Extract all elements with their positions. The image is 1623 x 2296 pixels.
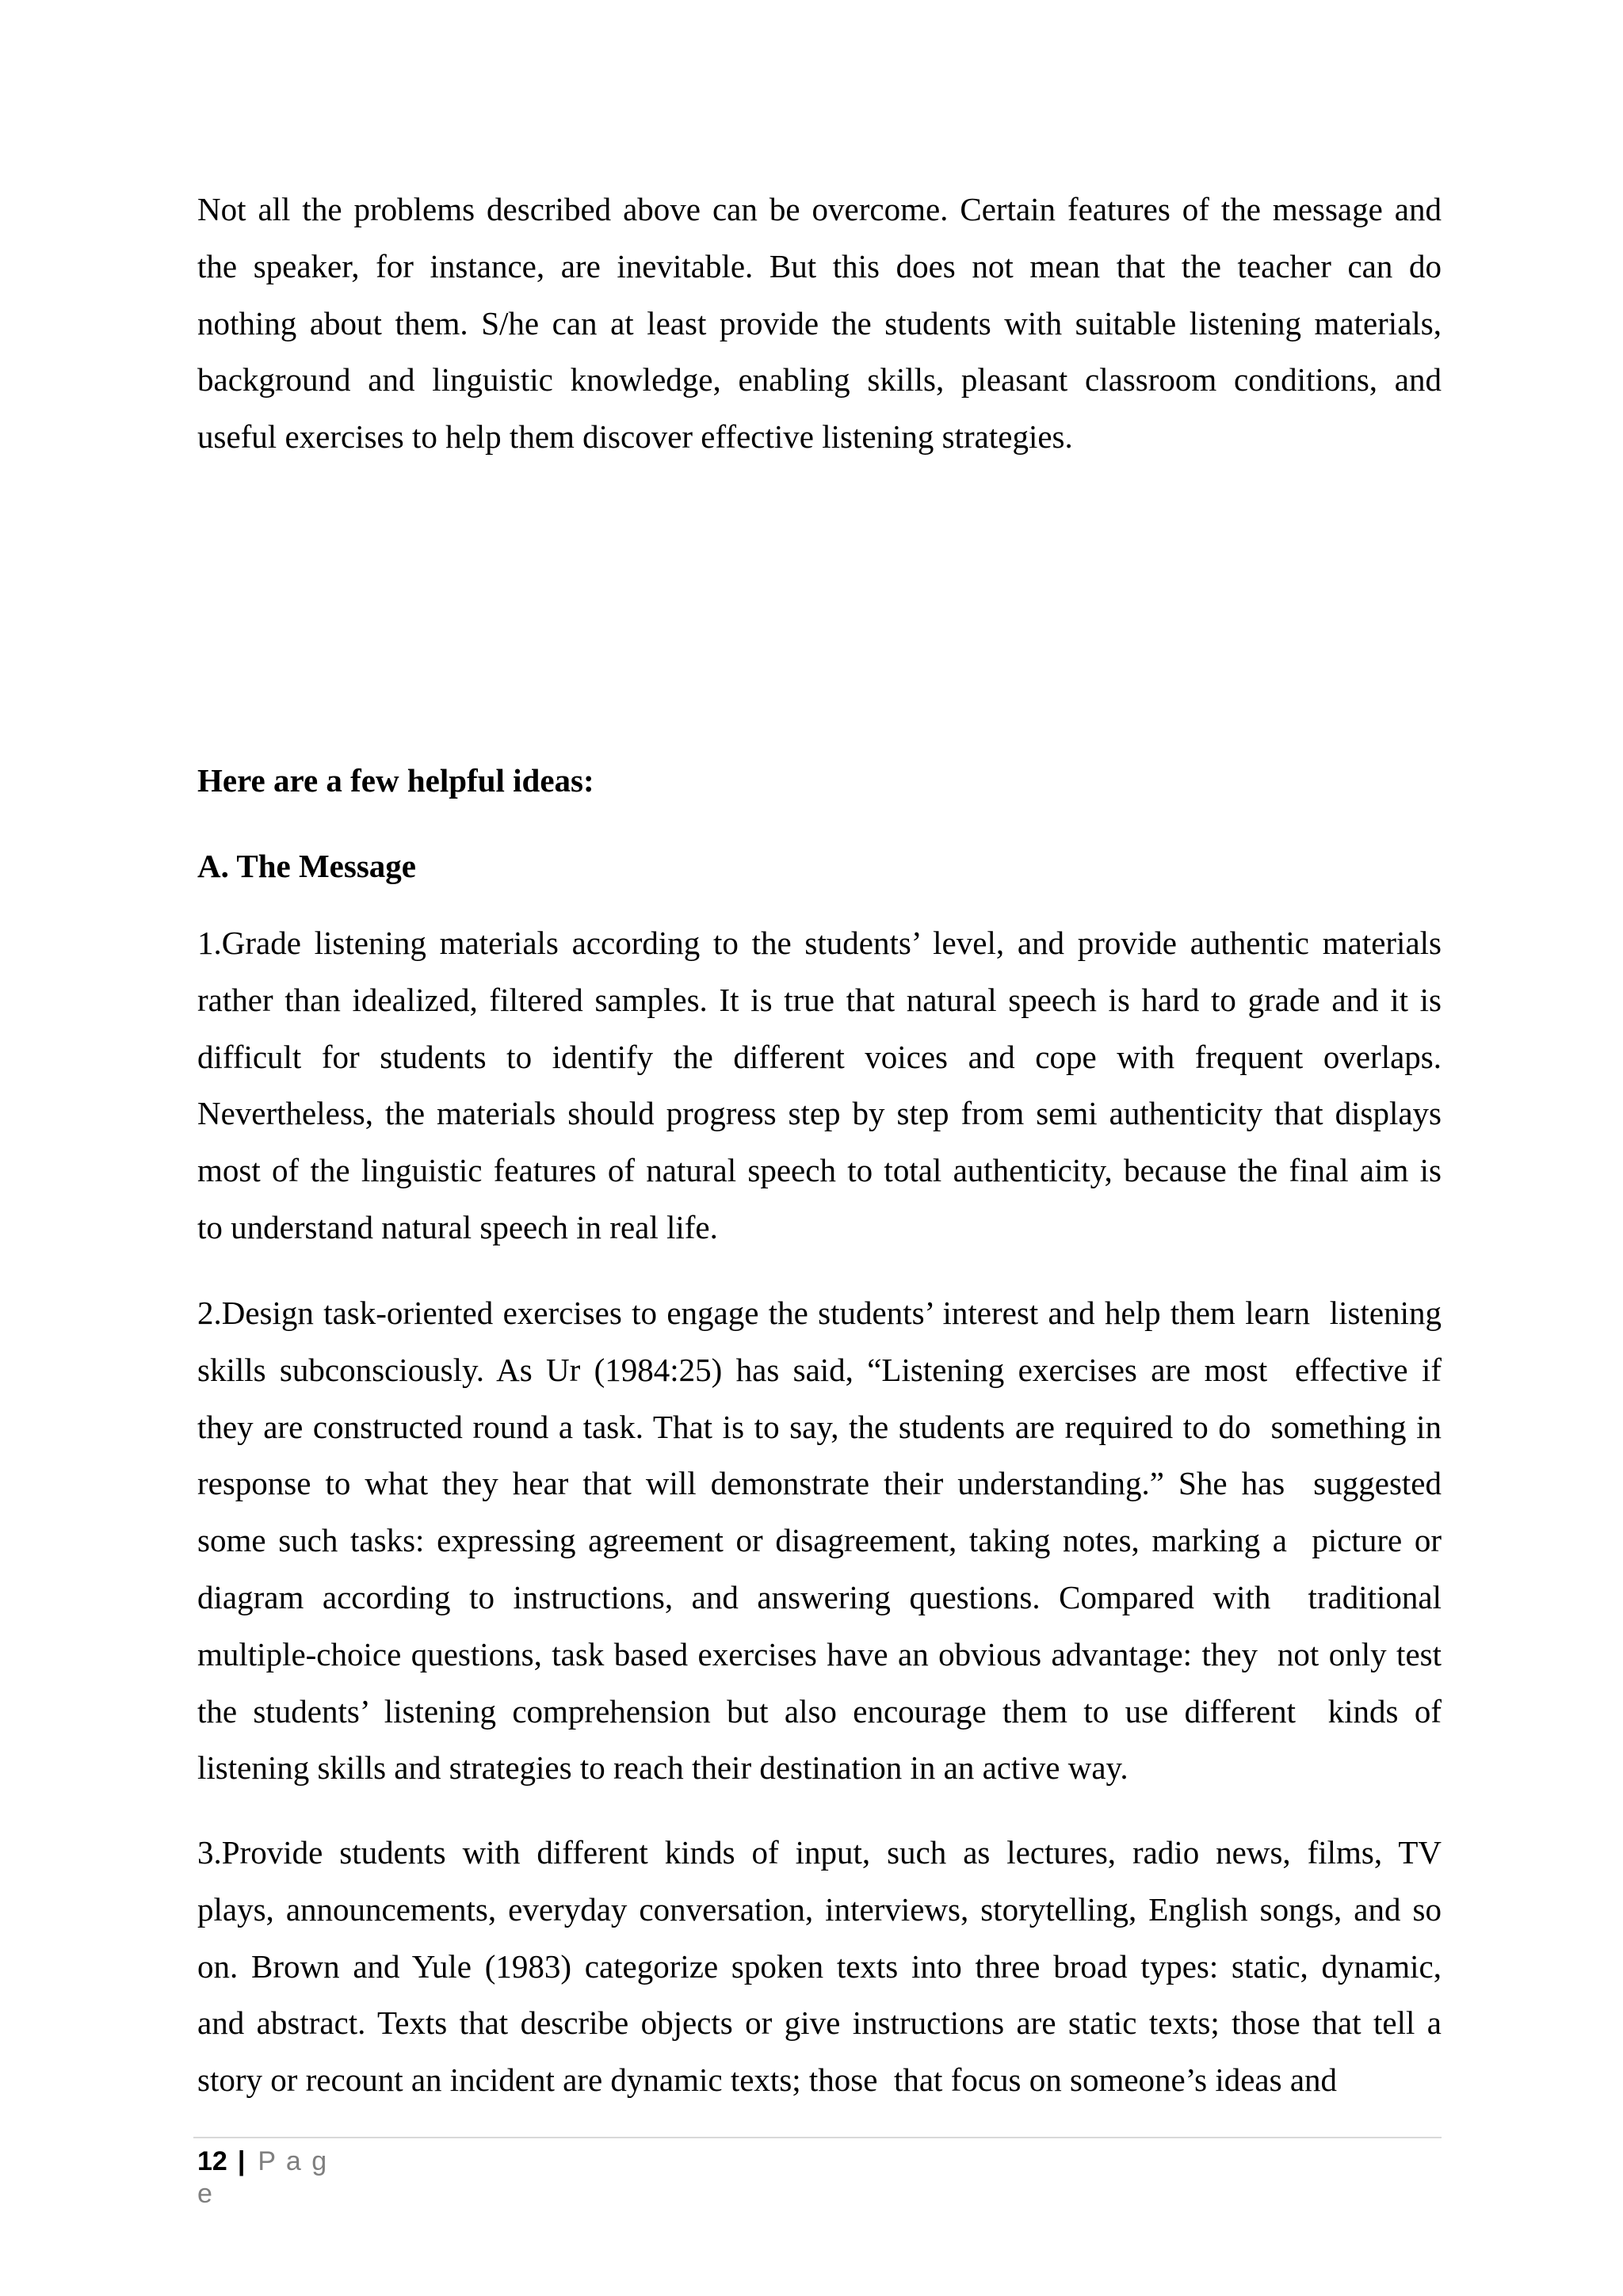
list-item-paragraph [197,1825,1442,2109]
paragraph-line: Not all the problems described above can be overcome. Certain features of the message and [197,191,1442,227]
paragraph-line: the speaker, for instance, are inevitable. But this does not mean that the teacher can do [197,247,1442,284]
paragraph-line: 3.Provide students with different kinds of input, such as lectures, radio news, films, TV [197,1834,1442,1871]
paragraph-line: story or recount an incident are dynamic texts; those that focus on someone’s ideas and [197,2061,1338,2099]
paragraph-line: they are constructed round a task. That is to say, the students are required to do something in [197,1408,1442,1445]
paragraph-line: 2.Design task-oriented exercises to engage the students’ interest and help them learn listening [197,1295,1442,1331]
subsection-heading-block [197,838,1442,895]
paragraph-line: useful exercises to help them discover effective listening strategies. [197,418,1073,456]
paragraph-line: response to what they hear that will demonstrate their understanding.” She has suggested [197,1465,1442,1502]
page-number: 12 [197,2146,227,2176]
footer-divider [193,2137,1442,2138]
paragraph-line: to understand natural speech in real life. [197,1208,718,1245]
section-heading-block [197,753,1442,810]
paragraph-line: plays, announcements, everyday conversation, interviews, storytelling, English songs, and so [197,1890,1442,1928]
paragraph-line: diagram according to instructions, and answering questions. Compared with traditional [197,1578,1442,1615]
subsection-heading: A. The Message [197,848,416,884]
list-item-paragraph [197,1285,1442,1797]
paragraph-line: Nevertheless, the materials should progress step by step from semi authenticity that displays [197,1095,1442,1132]
paragraph-line: some such tasks: expressing agreement or disagreement, taking notes, marking a picture or [197,1522,1442,1559]
paragraph-line: background and linguistic knowledge, enabling skills, pleasant classroom conditions, and [197,361,1442,399]
paragraph-line: difficult for students to identify the different voices and cope with frequent overlaps. [197,1038,1442,1075]
paragraph-line: most of the linguistic features of natural speech to total authenticity, because the final aim is [197,1152,1442,1189]
paragraph-line: the students’ listening comprehension but also encourage them to use different kinds of [197,1692,1442,1730]
paragraph-line: 1.Grade listening materials according to the students’ level, and provide authentic materials [197,925,1442,961]
footer-line [197,2145,328,2178]
intro-paragraph [197,181,1442,466]
paragraph-line: skills subconsciously. As Ur (1984:25) has said, “Listening exercises are most effective if [197,1351,1442,1388]
section-heading: Here are a few helpful ideas: [197,762,594,799]
page-label-continued: e [197,2179,214,2209]
paragraph-line: rather than idealized, filtered samples. It is true that natural speech is hard to grade and it is [197,981,1442,1018]
page-label: P a g [258,2146,329,2176]
paragraph-line: multiple-choice questions, task based exercises have an obvious advantage: they not only test [197,1635,1442,1672]
footer-line [197,2178,328,2210]
paragraph-line: nothing about them. S/he can at least provide the students with suitable listening materials, [197,304,1442,341]
page-separator: | [237,2146,246,2176]
paragraph-line: listening skills and strategies to reach their destination in an active way. [197,1749,1128,1787]
paragraph-line: on. Brown and Yule (1983) categorize spoken texts into three broad types: static, dynamic, [197,1947,1442,1985]
paragraph-line: and abstract. Texts that describe objects or give instructions are static texts; those that tell a [197,2004,1442,2042]
list-item-paragraph [197,915,1442,1257]
page-footer [197,2145,328,2210]
